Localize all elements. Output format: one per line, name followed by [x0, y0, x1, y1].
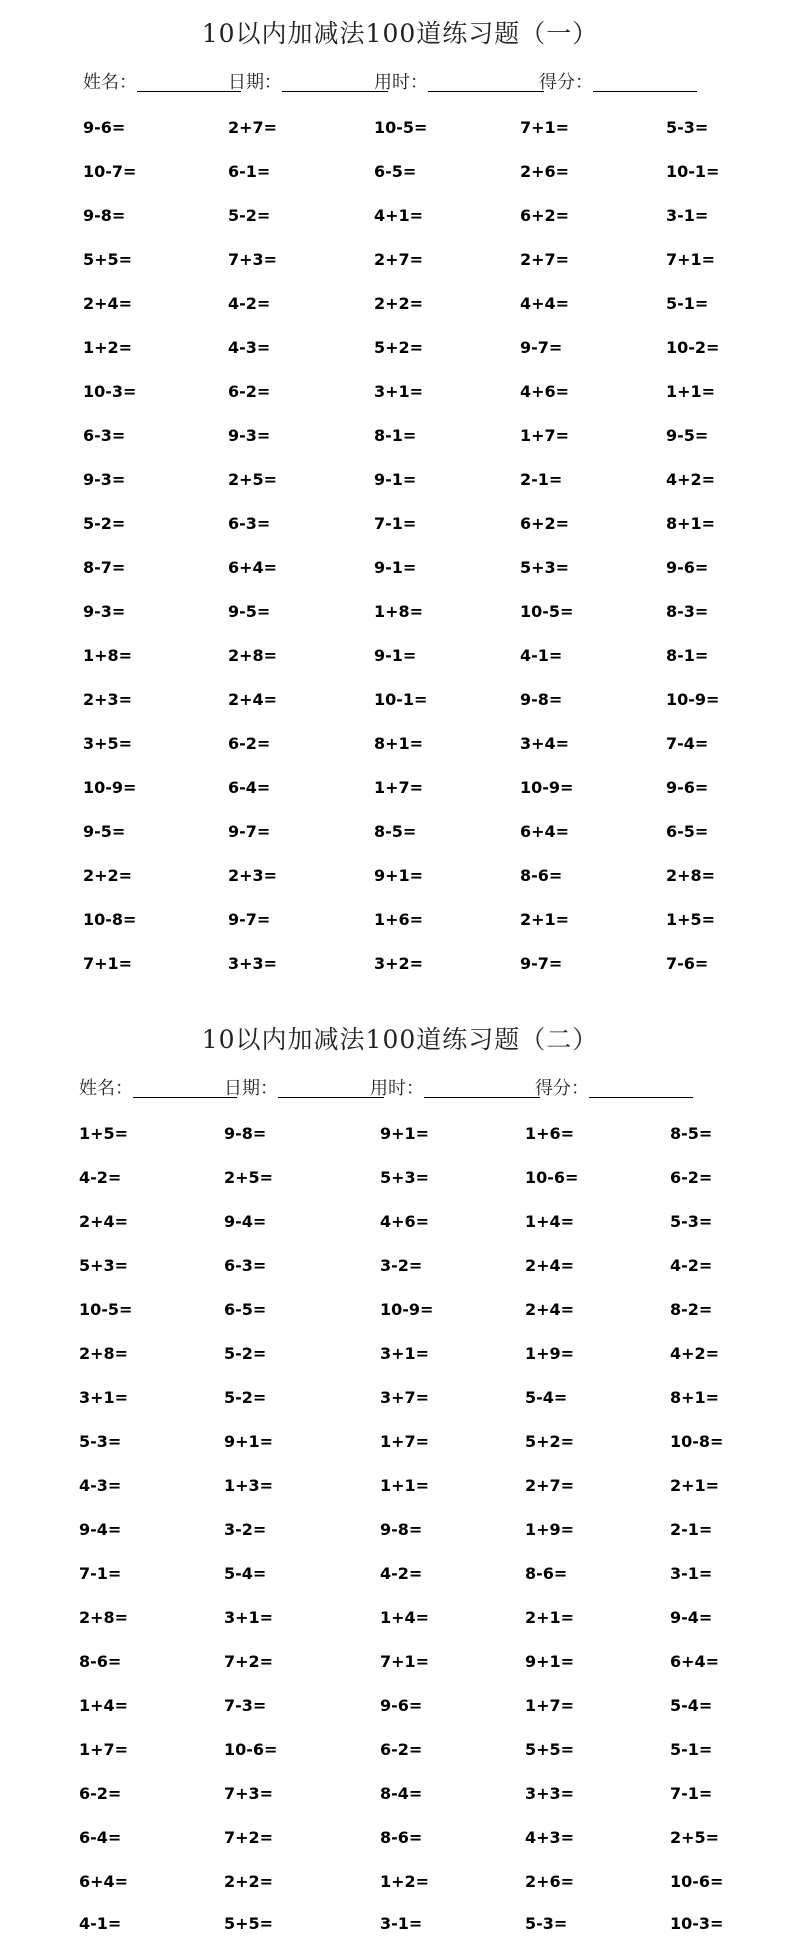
- problem: 5-2=: [224, 1388, 267, 1407]
- problem: 10-7=: [83, 162, 137, 181]
- problem: 5+3=: [380, 1168, 430, 1187]
- problem: 7-3=: [224, 1696, 267, 1715]
- problem: 2+5=: [228, 470, 278, 489]
- problem: 10-3=: [83, 382, 137, 401]
- problem: 6-3=: [228, 514, 271, 533]
- problem: 10-8=: [670, 1432, 724, 1451]
- problem: 3+1=: [79, 1388, 129, 1407]
- problem: 9-7=: [520, 338, 563, 357]
- problem: 5-2=: [83, 514, 126, 533]
- problem: 5+2=: [374, 338, 424, 357]
- problem: 2+7=: [520, 250, 570, 269]
- problem: 1+7=: [374, 778, 424, 797]
- problem-row: [0, 1647, 800, 1677]
- problem: 8-2=: [670, 1300, 713, 1319]
- problem: 1+6=: [374, 910, 424, 929]
- problem-row: [0, 1383, 800, 1413]
- worksheet-title: 10以内加减法100道练习题（二）: [201, 1025, 599, 1054]
- problem: 5+2=: [525, 1432, 575, 1451]
- problem: 6-1=: [228, 162, 271, 181]
- problem-row: [0, 157, 800, 187]
- problem: 6+4=: [520, 822, 570, 841]
- problem: 4-2=: [79, 1168, 122, 1187]
- problem-row: [0, 1427, 800, 1457]
- problem: 4-3=: [228, 338, 271, 357]
- problem: 6-5=: [666, 822, 709, 841]
- problem: 7+1=: [380, 1652, 430, 1671]
- problem: 3+1=: [374, 382, 424, 401]
- problem: 2-1=: [670, 1520, 713, 1539]
- problem: 5-2=: [228, 206, 271, 225]
- problem: 7-1=: [79, 1564, 122, 1583]
- time-field: [370, 1074, 540, 1104]
- time-label: 用时：: [370, 1078, 424, 1099]
- problem: 2+2=: [374, 294, 424, 313]
- problem: 9-3=: [83, 602, 126, 621]
- problem: 3+4=: [520, 734, 570, 753]
- date-label: 日期：: [228, 72, 282, 93]
- problem: 8-3=: [666, 602, 709, 621]
- problem: 2+7=: [228, 118, 278, 137]
- name-blank[interactable]: [137, 71, 241, 92]
- date-blank[interactable]: [282, 71, 388, 92]
- problem: 8-6=: [520, 866, 563, 885]
- problem-row: [0, 1251, 800, 1281]
- problem: 5-3=: [79, 1432, 122, 1451]
- problem-row: [0, 905, 800, 935]
- problem: 1+7=: [520, 426, 570, 445]
- problem-row: [0, 1735, 800, 1765]
- problem-row: [0, 333, 800, 363]
- problem: 7-1=: [670, 1784, 713, 1803]
- problem: 2+7=: [374, 250, 424, 269]
- problem: 5-3=: [670, 1212, 713, 1231]
- problem: 3+7=: [380, 1388, 430, 1407]
- problem: 3-2=: [380, 1256, 423, 1275]
- problem-row: [0, 597, 800, 627]
- name-label: 姓名：: [79, 1078, 133, 1099]
- problem: 2+3=: [228, 866, 278, 885]
- problem: 2+1=: [520, 910, 570, 929]
- problem: 8-4=: [380, 1784, 423, 1803]
- problem: 9-3=: [228, 426, 271, 445]
- problem: 9-8=: [224, 1124, 267, 1143]
- problem-row: [0, 553, 800, 583]
- problem: 6+2=: [520, 514, 570, 533]
- problem: 2+4=: [525, 1300, 575, 1319]
- problem: 2+2=: [83, 866, 133, 885]
- problem: 1+2=: [380, 1872, 430, 1891]
- problem-row: [0, 509, 800, 539]
- problem-row: [0, 1295, 800, 1325]
- problem: 9-5=: [228, 602, 271, 621]
- problem: 2+4=: [83, 294, 133, 313]
- problem-row: [0, 113, 800, 143]
- problem: 9-6=: [666, 558, 709, 577]
- problem: 2+1=: [525, 1608, 575, 1627]
- time-blank[interactable]: [424, 1077, 540, 1098]
- problem: 10-2=: [666, 338, 720, 357]
- problem: 9-6=: [380, 1696, 423, 1715]
- problem: 6-4=: [228, 778, 271, 797]
- problem: 2+8=: [666, 866, 716, 885]
- problem: 9-5=: [83, 822, 126, 841]
- problem: 8+1=: [666, 514, 716, 533]
- problem: 9+1=: [224, 1432, 274, 1451]
- problem: 5-1=: [666, 294, 709, 313]
- problem: 2+5=: [224, 1168, 274, 1187]
- problem: 8-5=: [374, 822, 417, 841]
- problem: 2+8=: [79, 1344, 129, 1363]
- problem: 10-5=: [520, 602, 574, 621]
- problem: 4-2=: [380, 1564, 423, 1583]
- problem: 10-1=: [666, 162, 720, 181]
- problem: 1+6=: [525, 1124, 575, 1143]
- problem: 10-6=: [670, 1872, 724, 1891]
- problem: 4+6=: [380, 1212, 430, 1231]
- problem-row: [0, 1909, 800, 1939]
- problem: 6-2=: [228, 382, 271, 401]
- problem: 6-4=: [79, 1828, 122, 1847]
- problem: 10-5=: [374, 118, 428, 137]
- problem: 2+8=: [228, 646, 278, 665]
- problem: 8-1=: [666, 646, 709, 665]
- score-label: 得分：: [535, 1078, 589, 1099]
- problem: 10-9=: [380, 1300, 434, 1319]
- problem: 6-2=: [228, 734, 271, 753]
- problem: 2+4=: [79, 1212, 129, 1231]
- problem: 2+4=: [525, 1256, 575, 1275]
- problem: 8-6=: [79, 1652, 122, 1671]
- problem: 4-1=: [79, 1914, 122, 1933]
- problem-row: [0, 861, 800, 891]
- problem: 9-8=: [380, 1520, 423, 1539]
- problem-row: [0, 1559, 800, 1589]
- problem: 4+1=: [374, 206, 424, 225]
- problem: 4+2=: [670, 1344, 720, 1363]
- problem: 1+7=: [525, 1696, 575, 1715]
- problem: 6-2=: [380, 1740, 423, 1759]
- problem-row: [0, 729, 800, 759]
- problem: 8-6=: [380, 1828, 423, 1847]
- problem: 4+3=: [525, 1828, 575, 1847]
- problem: 3+2=: [374, 954, 424, 973]
- problem: 3+1=: [380, 1344, 430, 1363]
- problem: 10-9=: [520, 778, 574, 797]
- problem: 5+5=: [83, 250, 133, 269]
- problem: 9-1=: [374, 470, 417, 489]
- problem: 5+5=: [525, 1740, 575, 1759]
- problem: 1+4=: [380, 1608, 430, 1627]
- problem-row: [0, 1603, 800, 1633]
- problem: 10-9=: [666, 690, 720, 709]
- date-field: [228, 68, 388, 98]
- problem: 7+3=: [228, 250, 278, 269]
- problem: 8-6=: [525, 1564, 568, 1583]
- problem: 2+7=: [525, 1476, 575, 1495]
- problem: 9-4=: [224, 1212, 267, 1231]
- problem-row: [0, 1119, 800, 1149]
- problem: 9-3=: [83, 470, 126, 489]
- problem: 4-2=: [670, 1256, 713, 1275]
- problem: 9-4=: [79, 1520, 122, 1539]
- problem: 6+4=: [670, 1652, 720, 1671]
- problem: 10-9=: [83, 778, 137, 797]
- problem: 4+2=: [666, 470, 716, 489]
- problem: 9-7=: [228, 910, 271, 929]
- problem: 7+1=: [520, 118, 570, 137]
- problem: 9+1=: [525, 1652, 575, 1671]
- problem-row: [0, 1471, 800, 1501]
- time-blank[interactable]: [428, 71, 544, 92]
- problem: 7+1=: [83, 954, 133, 973]
- problem: 2+1=: [670, 1476, 720, 1495]
- problem: 3+5=: [83, 734, 133, 753]
- problem: 3-1=: [666, 206, 709, 225]
- problem: 1+7=: [380, 1432, 430, 1451]
- problem: 5-1=: [670, 1740, 713, 1759]
- problem-row: [0, 1515, 800, 1545]
- problem: 3-1=: [670, 1564, 713, 1583]
- problem: 1+1=: [380, 1476, 430, 1495]
- problem-row: [0, 245, 800, 275]
- problem: 9-7=: [520, 954, 563, 973]
- problem: 2+2=: [224, 1872, 274, 1891]
- problem-row: [0, 1823, 800, 1853]
- problem-row: [0, 1779, 800, 1809]
- problem-row: [0, 289, 800, 319]
- date-label: 日期：: [224, 1078, 278, 1099]
- problem: 6+4=: [228, 558, 278, 577]
- problem: 10-3=: [670, 1914, 724, 1933]
- problem: 9-8=: [520, 690, 563, 709]
- problem-row: [0, 201, 800, 231]
- problem: 4-1=: [520, 646, 563, 665]
- problem: 3+3=: [228, 954, 278, 973]
- problem: 9+1=: [380, 1124, 430, 1143]
- problem: 1+7=: [79, 1740, 129, 1759]
- problem: 2+3=: [83, 690, 133, 709]
- problem: 8-7=: [83, 558, 126, 577]
- problem: 6-3=: [83, 426, 126, 445]
- problem-row: [0, 685, 800, 715]
- problem: 9-4=: [670, 1608, 713, 1627]
- problem: 7-1=: [374, 514, 417, 533]
- problem: 6-2=: [79, 1784, 122, 1803]
- problem: 1+9=: [525, 1344, 575, 1363]
- problem: 5-4=: [525, 1388, 568, 1407]
- problem: 1+8=: [374, 602, 424, 621]
- problem: 8+1=: [374, 734, 424, 753]
- problem-row: [0, 1339, 800, 1369]
- problem: 2+5=: [670, 1828, 720, 1847]
- problem: 9+1=: [374, 866, 424, 885]
- problem-row: [0, 817, 800, 847]
- problem: 6-3=: [224, 1256, 267, 1275]
- problem: 7+2=: [224, 1828, 274, 1847]
- problem-row: [0, 641, 800, 671]
- problem: 3+3=: [525, 1784, 575, 1803]
- problem: 9-7=: [228, 822, 271, 841]
- problem: 6-5=: [374, 162, 417, 181]
- problem: 5-4=: [670, 1696, 713, 1715]
- problem: 2-1=: [520, 470, 563, 489]
- score-field: [535, 1074, 693, 1104]
- problem: 1+5=: [79, 1124, 129, 1143]
- problem: 9-1=: [374, 646, 417, 665]
- problem: 9-6=: [666, 778, 709, 797]
- problem: 5-3=: [666, 118, 709, 137]
- problem: 9-5=: [666, 426, 709, 445]
- problem: 2+4=: [228, 690, 278, 709]
- problem: 2+8=: [79, 1608, 129, 1627]
- problem: 6-5=: [224, 1300, 267, 1319]
- problem: 3-2=: [224, 1520, 267, 1539]
- problem: 4-2=: [228, 294, 271, 313]
- problem: 6+2=: [520, 206, 570, 225]
- problem: 8+1=: [670, 1388, 720, 1407]
- name-blank[interactable]: [133, 1077, 237, 1098]
- problem: 7+1=: [666, 250, 716, 269]
- problem: 8-5=: [670, 1124, 713, 1143]
- problem: 1+3=: [224, 1476, 274, 1495]
- score-label: 得分：: [539, 72, 593, 93]
- problem: 4+6=: [520, 382, 570, 401]
- problem: 5+3=: [520, 558, 570, 577]
- problem: 1+2=: [83, 338, 133, 357]
- time-label: 用时：: [374, 72, 428, 93]
- problem: 5-4=: [224, 1564, 267, 1583]
- problem: 5+3=: [79, 1256, 129, 1275]
- problem-row: [0, 1867, 800, 1897]
- problem: 2+6=: [520, 162, 570, 181]
- problem: 1+4=: [79, 1696, 129, 1715]
- problem: 9-8=: [83, 206, 126, 225]
- problem: 4+4=: [520, 294, 570, 313]
- problem-row: [0, 1691, 800, 1721]
- score-field: [539, 68, 697, 98]
- problem: 5-2=: [224, 1344, 267, 1363]
- problem: 1+4=: [525, 1212, 575, 1231]
- problem: 1+1=: [666, 382, 716, 401]
- problem: 9-1=: [374, 558, 417, 577]
- name-field: [83, 68, 241, 98]
- problem: 4-3=: [79, 1476, 122, 1495]
- worksheet-title: 10以内加减法100道练习题（一）: [201, 19, 599, 48]
- problem: 3-1=: [380, 1914, 423, 1933]
- problem: 9-6=: [83, 118, 126, 137]
- problem: 2+6=: [525, 1872, 575, 1891]
- problem-row: [0, 465, 800, 495]
- problem: 10-1=: [374, 690, 428, 709]
- problem: 10-6=: [525, 1168, 579, 1187]
- problem: 1+9=: [525, 1520, 575, 1539]
- problem: 5-3=: [525, 1914, 568, 1933]
- name-field: [79, 1074, 237, 1104]
- date-field: [224, 1074, 384, 1104]
- problem-row: [0, 773, 800, 803]
- problem-row: [0, 377, 800, 407]
- problem: 10-5=: [79, 1300, 133, 1319]
- problem-row: [0, 1163, 800, 1193]
- problem-row: [0, 1207, 800, 1237]
- problem: 3+1=: [224, 1608, 274, 1627]
- time-field: [374, 68, 544, 98]
- problem-row: [0, 949, 800, 979]
- problem: 7+2=: [224, 1652, 274, 1671]
- problem: 10-6=: [224, 1740, 278, 1759]
- problem-row: [0, 421, 800, 451]
- problem: 6-2=: [670, 1168, 713, 1187]
- problem: 7-4=: [666, 734, 709, 753]
- problem: 1+8=: [83, 646, 133, 665]
- problem: 7+3=: [224, 1784, 274, 1803]
- problem: 8-1=: [374, 426, 417, 445]
- problem: 5+5=: [224, 1914, 274, 1933]
- problem: 6+4=: [79, 1872, 129, 1891]
- score-blank[interactable]: [593, 71, 697, 92]
- problem: 7-6=: [666, 954, 709, 973]
- date-blank[interactable]: [278, 1077, 384, 1098]
- name-label: 姓名：: [83, 72, 137, 93]
- problem: 1+5=: [666, 910, 716, 929]
- problem: 10-8=: [83, 910, 137, 929]
- score-blank[interactable]: [589, 1077, 693, 1098]
